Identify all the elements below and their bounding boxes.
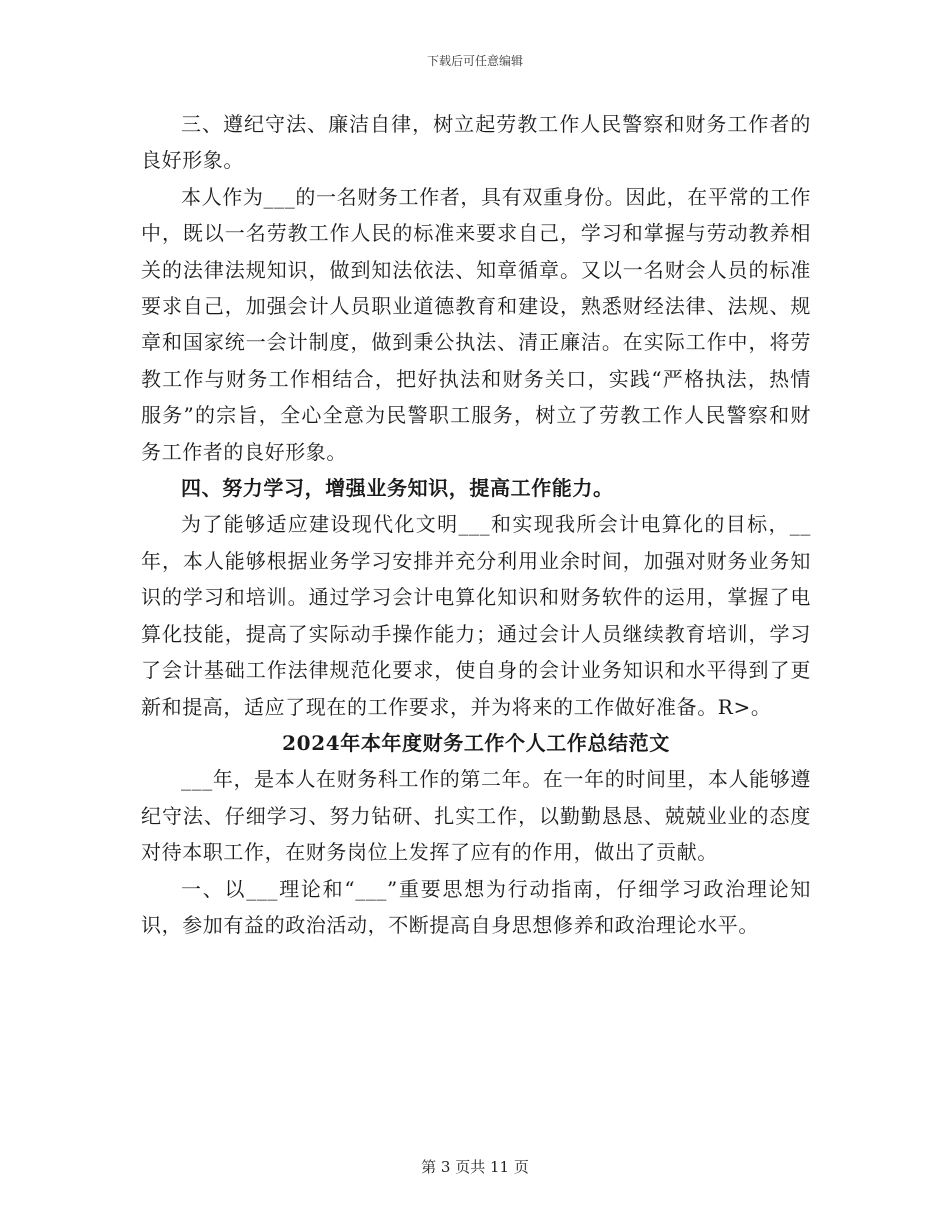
document-title: 2024年本年度财务工作个人工作总结范文 [282, 730, 670, 755]
page-header: 下载后可任意编辑 [426, 54, 523, 68]
document-body [141, 106, 811, 943]
paragraph-study: 为了能够适应建设现代化文明___和实现我所会计电算化的目标，__年，本人能够根据业务学习安排并充分利用业余时间，加强对财务业务知识的学习和培训。通过学习会计电算化知识和财务软件的运用，掌握了电算化技能，提高了实际动手操作能力；通过会计人员继续教育培训，学习了会计基础工作法律规范化要求，使自身的会计业务知识和水平得到了更新和提高，适应了现在的工作要求，并为将来的工作做好准备。R>。 [141, 512, 811, 719]
paragraph-section-one: 一、以___理论和“___”重要思想为行动指南，仔细学习政治理论知识，参加有益的政治活动，不断提高自身思想修养和政治理论水平。 [141, 876, 811, 937]
page-footer: 第 3 页共 11 页 [421, 1158, 529, 1176]
paragraph-dual-identity: 本人作为___的一名财务工作者，具有双重身份。因此，在平常的工作中，既以一名劳教工作人民的标准来要求自己，学习和掌握与劳动教养相关的法律法规知识，做到知法依法、知章循章。又以一名财会人员的标准要求自己，加强会计人员职业道德教育和建设，熟悉财经法律、法规、规章和国家统一会计制度，做到秉公执法、清正廉洁。在实际工作中，将劳教工作与财务工作相结合，把好执法和财务关口，实践“严格执法，热情服务”的宗旨，全心全意为民警职工服务，树立了劳教工作人民警察和财务工作者的良好形象。 [141, 184, 811, 464]
paragraph-section-three: 三、遵纪守法、廉洁自律，树立起劳教工作人民警察和财务工作者的良好形象。 [141, 112, 811, 173]
paragraph-intro: ___年，是本人在财务科工作的第二年。在一年的时间里，本人能够遵纪守法、仔细学习、努力钻研、扎实工作，以勤勤恳恳、兢兢业业的态度对待本职工作，在财务岗位上发挥了应有的作用，做出了贡献。 [141, 767, 811, 865]
heading-section-four: 四、努力学习，增强业务知识，提高工作能力。 [181, 476, 614, 501]
